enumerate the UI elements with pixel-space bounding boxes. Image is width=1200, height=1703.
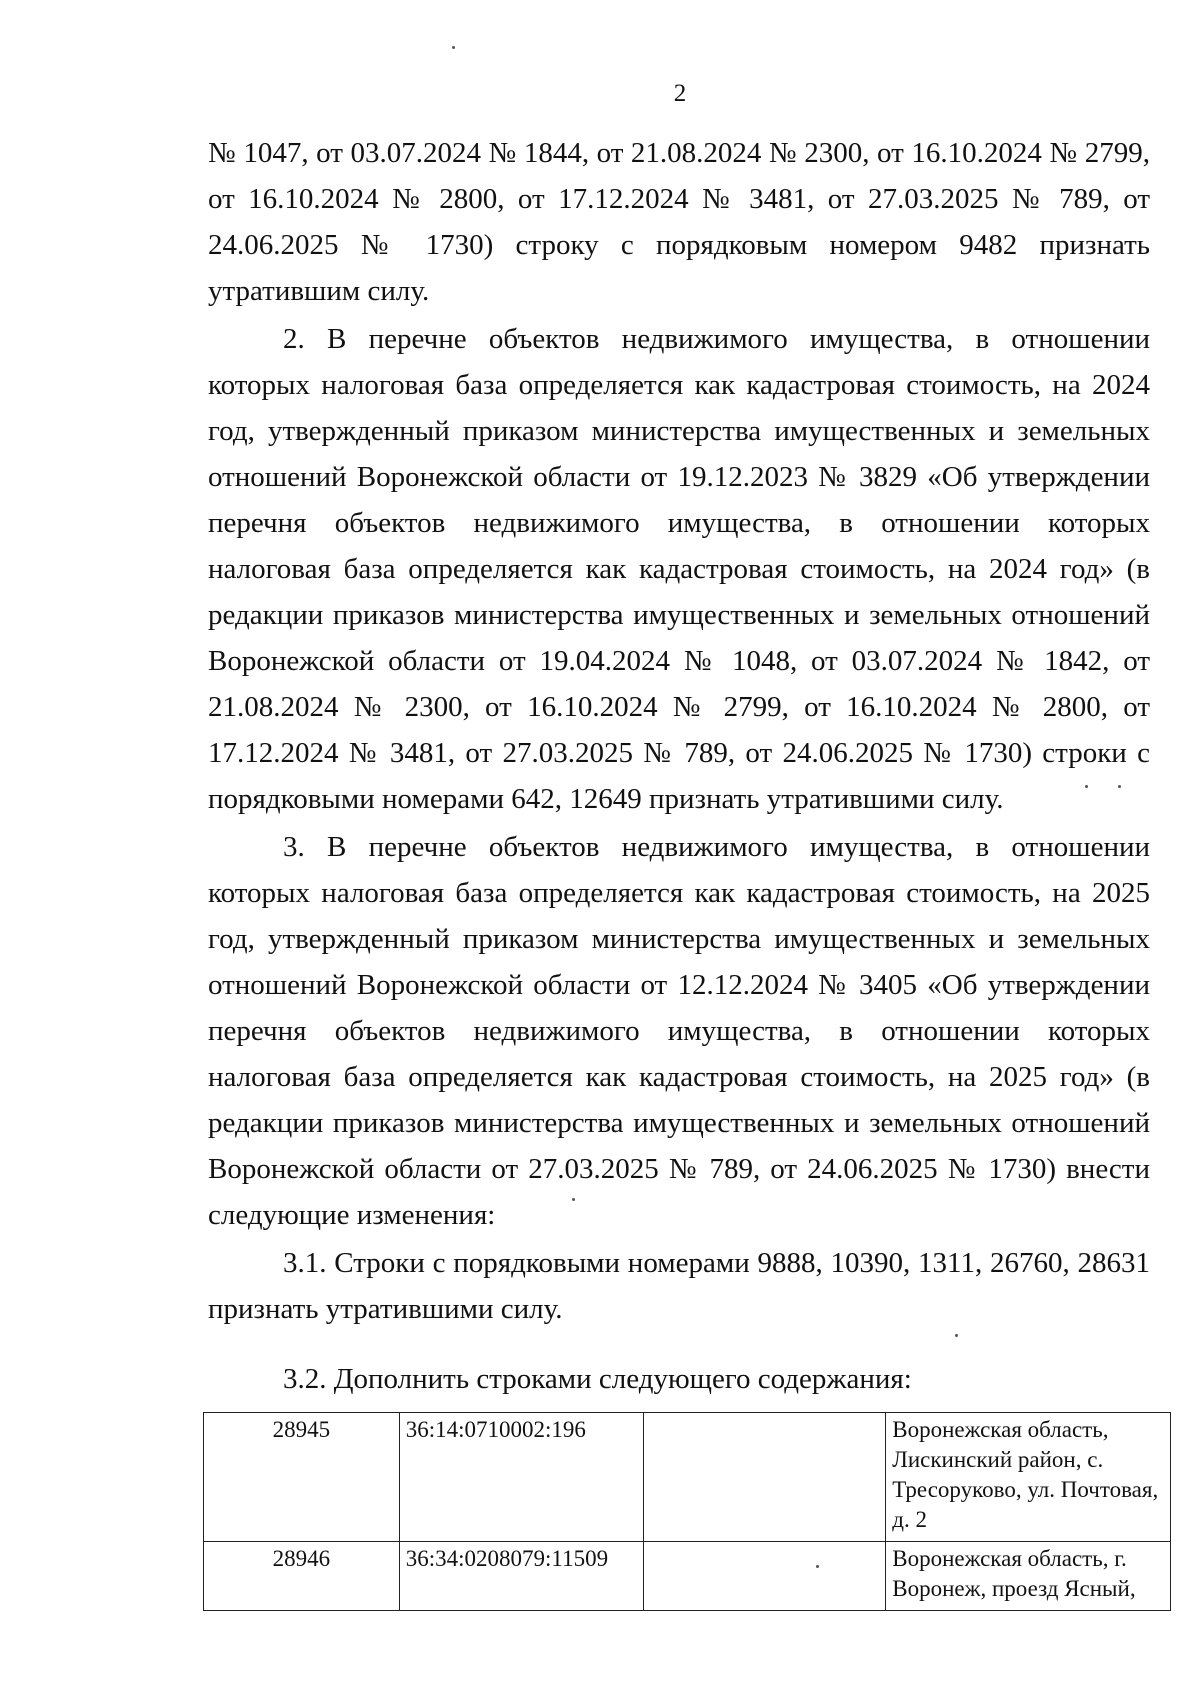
paragraph-continuation: № 1047, от 03.07.2024 № 1844, от 21.08.2024 № 2300, от 16.10.2024 № 2799, от 16.10.2024 № 2800, от 17.12.2024 № 3481, от 27.03.2025 № 789, от 24.06.2025 № 1730) строку с порядковым номером 9482 признать утратившим силу.: [208, 137, 1150, 307]
paragraph-item-2: 2. В перечне объектов недвижимого имущества, в отношении которых налоговая база определяется как кадастровая стоимость, на 2024 год, утвержденный приказом министерства имущественных и земельных отношений Воронежской области от 19.12.2023 № 3829 «Об утверждении перечня объектов недвижимого имущества, в отношении которых налоговая база определяется как кадастровая стоимость, на 2024 год» (в редакции приказов министерства имущественных и земельных отношений Воронежской области от 19.04.2024 № 1048, от 03.07.2024 № 1842, от 21.08.2024 № 2300, от 16.10.2024 № 2799, от 16.10.2024 № 2800, от 17.12.2024 № 3481, от 27.03.2025 № 789, от 24.06.2025 № 1730) строки с порядковыми номерами 642, 12649 признать утратившими силу.: [208, 323, 1150, 815]
scan-speck: [572, 1198, 575, 1201]
empty-cell: [643, 1542, 886, 1611]
paragraph-item-3-2: 3.2. Дополнить строками следующего содержания:: [283, 1363, 912, 1395]
cadastral-number-cell: 36:34:0208079:11509: [399, 1542, 643, 1611]
scan-speck: [452, 46, 455, 49]
document-body: [208, 130, 1150, 1402]
row-number-cell: 28945: [204, 1413, 400, 1542]
page-number: 2: [673, 80, 687, 107]
table-row: [204, 1542, 1171, 1611]
scan-speck: [816, 1565, 819, 1568]
table-row: [204, 1413, 1171, 1542]
address-cell: Воронежская область, г. Воронеж, проезд Ясный,: [886, 1542, 1171, 1611]
row-number-cell: 28946: [204, 1542, 400, 1611]
paragraph-item-3: 3. В перечне объектов недвижимого имущества, в отношении которых налоговая база определяется как кадастровая стоимость, на 2025 год, утвержденный приказом министерства имущественных и земельных отношений Воронежской области от 12.12.2024 № 3405 «Об утверждении перечня объектов недвижимого имущества, в отношении которых налоговая база определяется как кадастровая стоимость, на 2025 год» (в редакции приказов министерства имущественных и земельных отношений Воронежской области от 27.03.2025 № 789, от 24.06.2025 № 1730) внести следующие изменения:: [208, 831, 1150, 1231]
cadastral-number-cell: 36:14:0710002:196: [399, 1413, 643, 1542]
scan-speck: [955, 1334, 958, 1337]
property-table: [203, 1412, 1171, 1611]
scan-speck: [1085, 785, 1088, 788]
scan-speck: [1118, 785, 1121, 788]
address-cell: Воронежская область, Лискинский район, с. Тресоруково, ул. Почтовая, д. 2: [886, 1413, 1171, 1542]
paragraph-item-3-1: 3.1. Строки с порядковыми номерами 9888, 10390, 1311, 26760, 28631 признать утратившими силу.: [208, 1247, 1150, 1325]
empty-cell: [643, 1413, 886, 1542]
